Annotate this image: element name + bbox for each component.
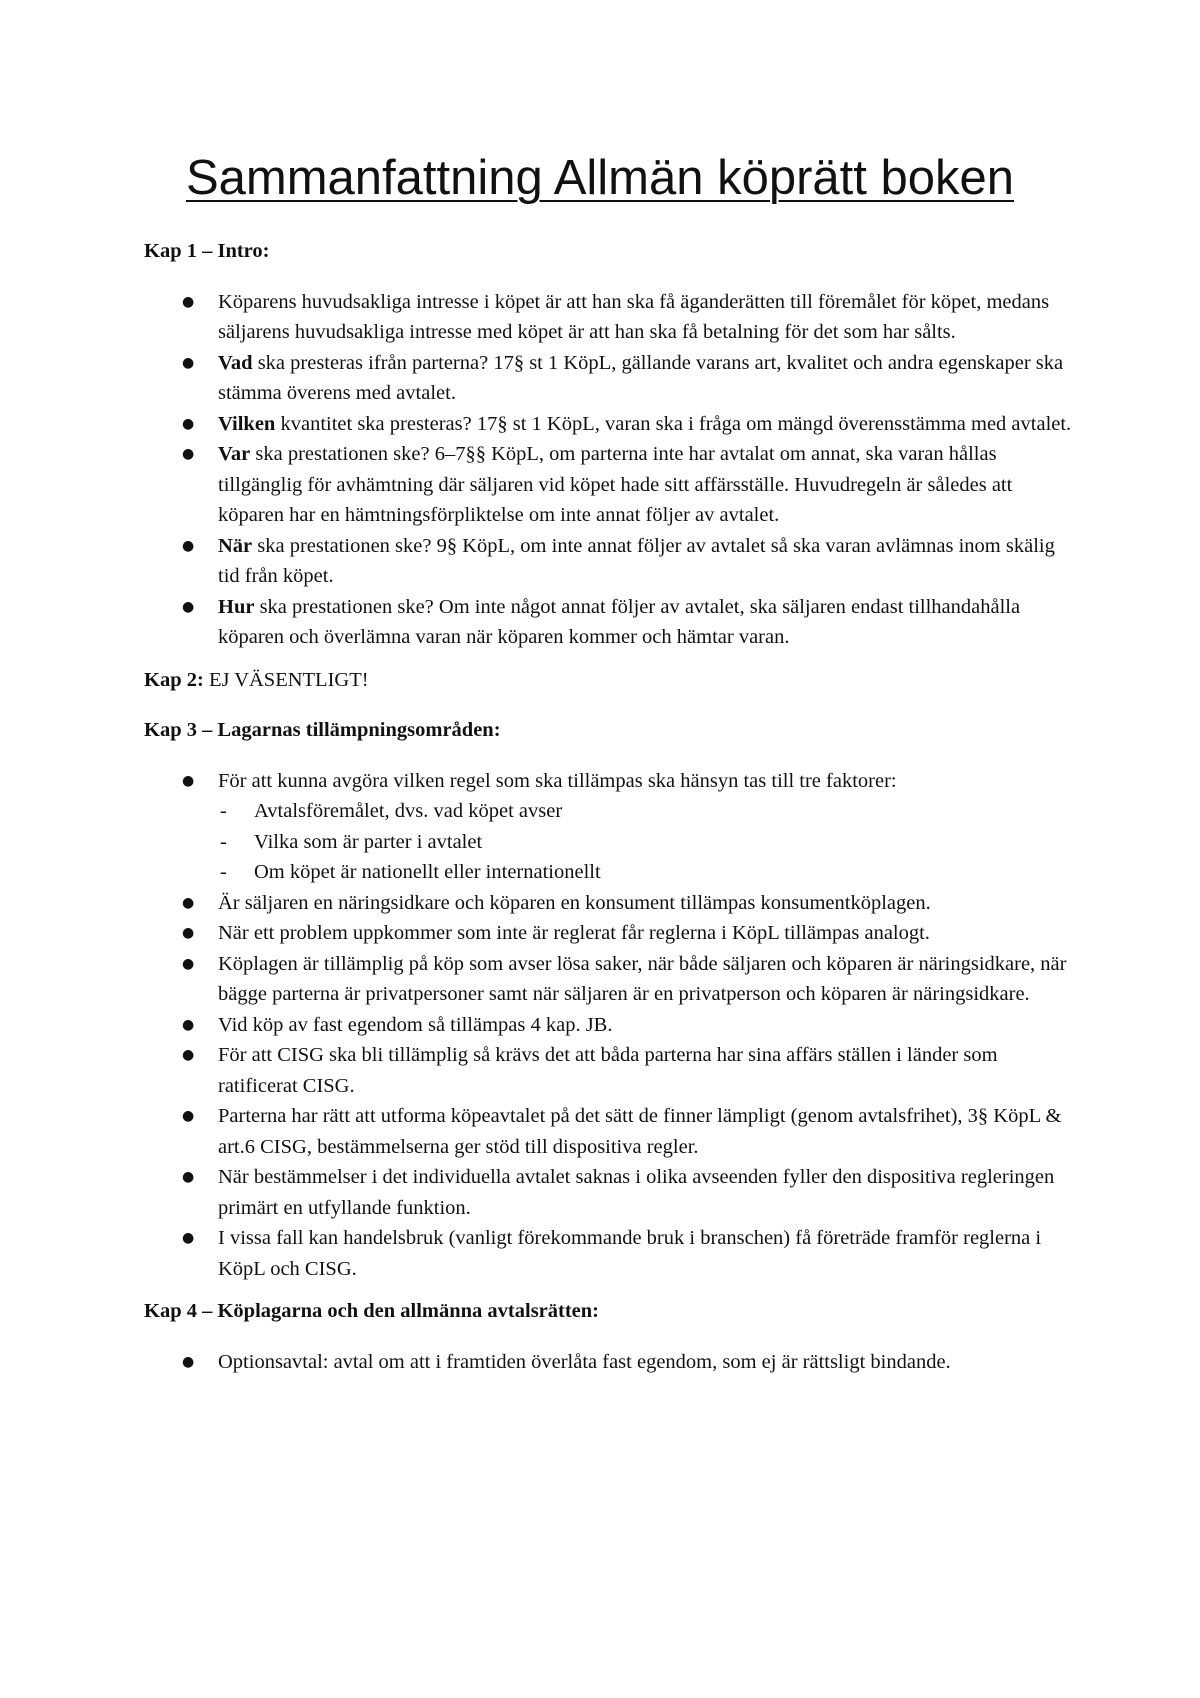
section-heading-kap2: Kap 2: EJ VÄSENTLIGT! [144,668,369,691]
list-item: ● Var ska prestationen ske? 6–7§§ KöpL, om parterna inte har avtalat om annat, ska varan hållas tillgänglig för avhämtning där säljaren vid köpet hade sitt affärsställe. Huvudregeln är således att köparen har en hämtningsförpliktelse om inte annat följer av avtalet. [144,439,1074,531]
list-item: ● Köparens huvudsakliga intresse i köpet är att han ska få äganderätten till föremålet för köpet, medans säljarens huvudsakliga intresse med köpet är att han ska få betalning för det som har sålts. [144,287,1074,348]
list-item: ● Är säljaren en näringsidkare och köparen en konsument tillämpas konsumentköplagen. [144,888,1074,919]
kap1-list [144,287,1074,653]
factor-item: - Avtalsföremålet, dvs. vad köpet avser [218,796,1074,827]
list-item: ● För att kunna avgöra vilken regel som ska tillämpas ska hänsyn tas till tre faktorer: - Avtalsföremålet, dvs. vad köpet avser - Vilka som är parter i avtalet - Om köpet är nationellt eller internationellt [144,766,1074,888]
list-item: ● Vad ska presteras ifrån parterna? 17§ st 1 KöpL, gällande varans art, kvalitet och andra egenskaper ska stämma överens med avtalet. [144,348,1074,409]
document-body [144,236,1074,1389]
list-item: ● När ska prestationen ske? 9§ KöpL, om inte annat följer av avtalet så ska varan avlämnas inom skälig tid från köpet. [144,531,1074,592]
list-item: ● Vid köp av fast egendom så tillämpas 4 kap. JB. [144,1010,1074,1041]
list-item: ● För att CISG ska bli tillämplig så krävs det att båda parterna har sina affärs ställen i länder som ratificerat CISG. [144,1040,1074,1101]
list-item: ● Optionsavtal: avtal om att i framtiden överlåta fast egendom, som ej är rättsligt bindande. [144,1347,1074,1378]
list-item: ● Vilken kvantitet ska presteras? 17§ st 1 KöpL, varan ska i fråga om mängd överensstämma med avtalet. [144,409,1074,440]
factor-list [218,796,1074,888]
list-item: ● När ett problem uppkommer som inte är reglerat får reglerna i KöpL tillämpas analogt. [144,918,1074,949]
factor-item: - Om köpet är nationellt eller internationellt [218,857,1074,888]
factor-item: - Vilka som är parter i avtalet [218,827,1074,858]
section-heading-kap4: Kap 4 – Köplagarna och den allmänna avtalsrätten: [144,1300,600,1322]
document-title: Sammanfattning Allmän köprätt boken [185,151,1015,205]
list-item: ● Parterna har rätt att utforma köpeavtalet på det sätt de finner lämpligt (genom avtalsfrihet), 3§ KöpL & art.6 CISG, bestämmelserna ger stöd till dispositiva regler. [144,1101,1074,1162]
list-item: ● Hur ska prestationen ske? Om inte något annat följer av avtalet, ska säljaren endast tillhandahålla köparen och överlämna varan när köparen kommer och hämtar varan. [144,592,1074,653]
section-heading-kap1: Kap 1 – Intro: [144,240,270,262]
section-heading-kap3: Kap 3 – Lagarnas tillämpningsområden: [144,719,501,741]
list-item: ● I vissa fall kan handelsbruk (vanligt förekommande bruk i branschen) få företräde framför reglerna i KöpL och CISG. [144,1223,1074,1284]
list-item: ● När bestämmelser i det individuella avtalet saknas i olika avseenden fyller den dispositiva regleringen primärt en utfyllande funktion. [144,1162,1074,1223]
list-item: ● Köplagen är tillämplig på köp som avser lösa saker, när både säljaren och köparen är näringsidkare, när bägge parterna är privatpersoner samt när säljaren är en privatperson och köparen är näringsidkare. [144,949,1074,1010]
kap4-list [144,1347,1074,1378]
kap3-list [144,766,1074,1285]
